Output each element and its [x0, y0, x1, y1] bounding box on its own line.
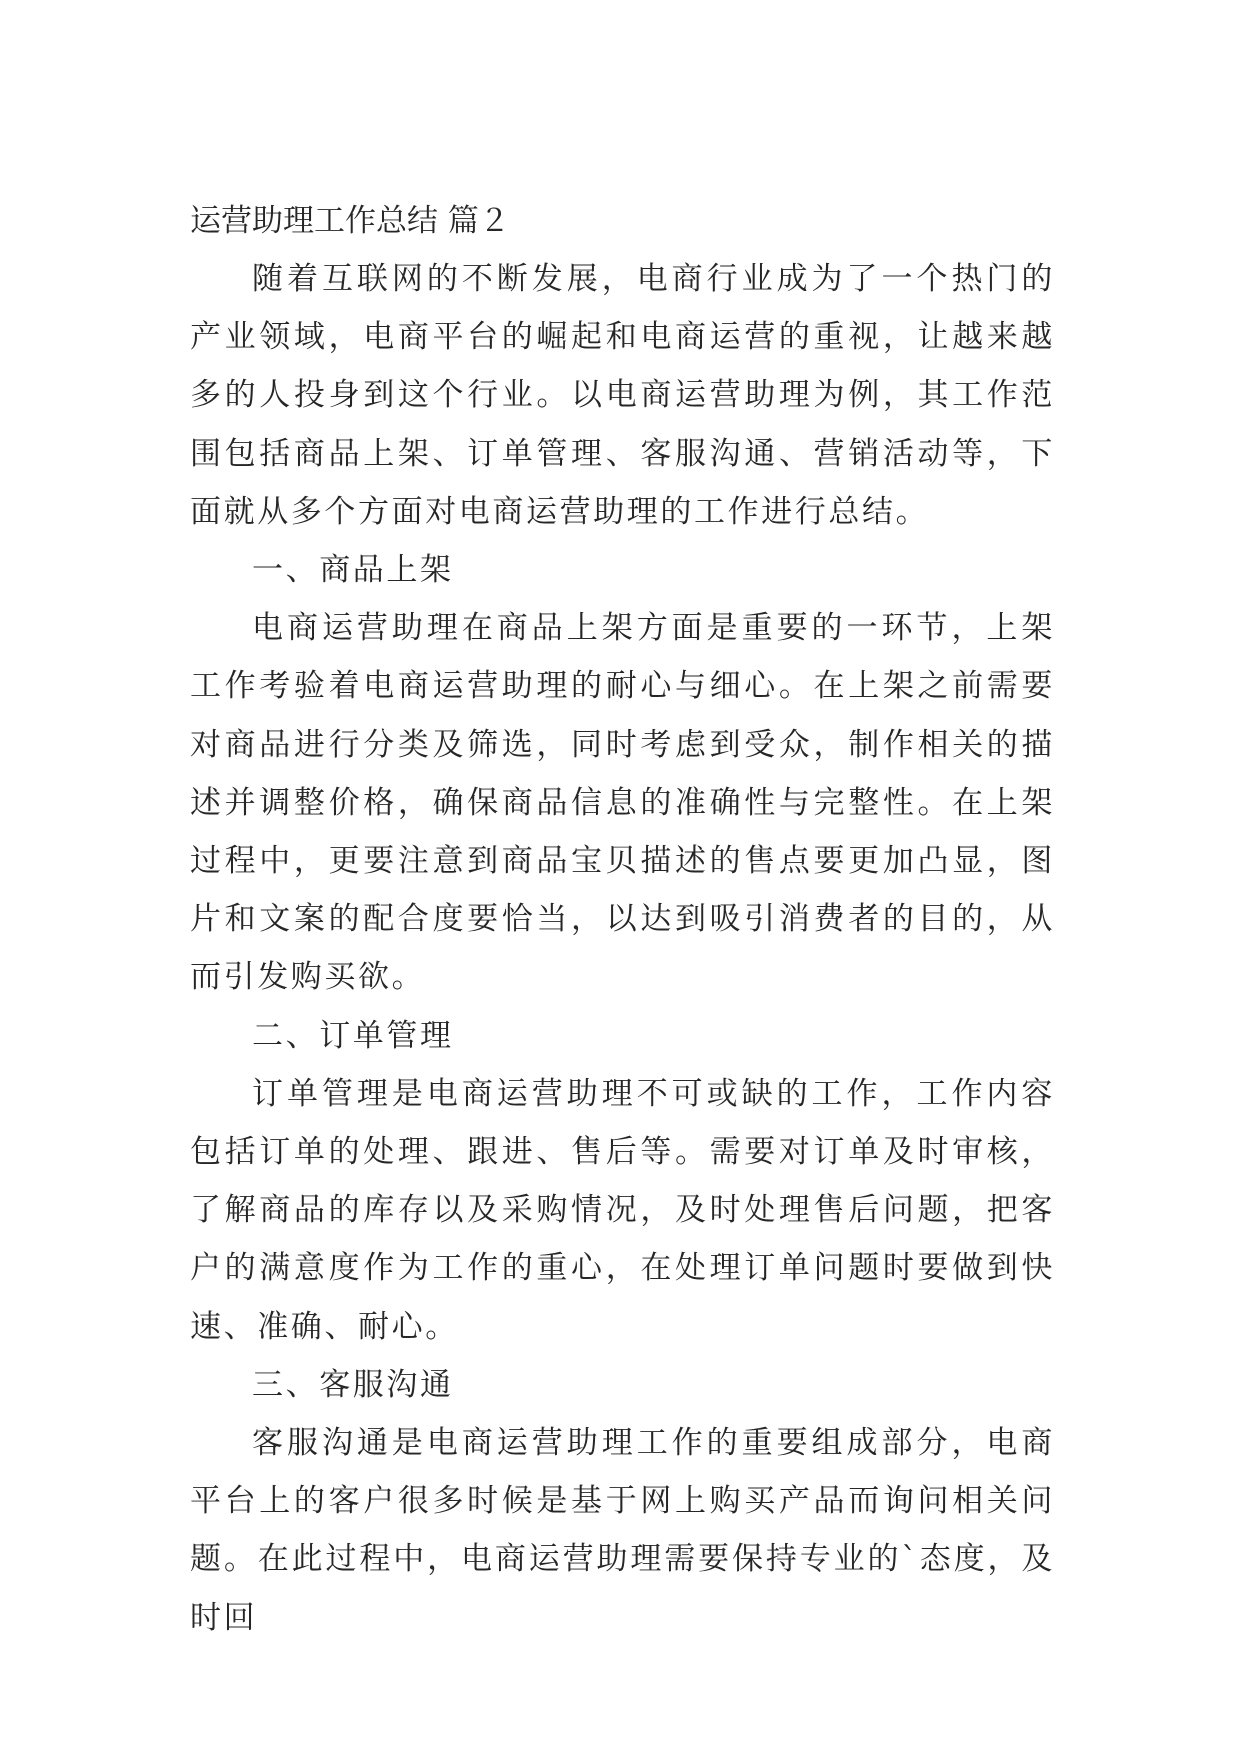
section-heading-product-listing: 一、商品上架: [252, 552, 454, 589]
document-body: [190, 192, 1055, 1647]
section-heading-customer-service: 三、客服沟通: [252, 1366, 454, 1403]
section-heading-order-management: 二、订单管理: [252, 1017, 454, 1054]
document-title: 运营助理工作总结 篇２: [190, 203, 510, 239]
section-body-product-listing: 电商运营助理在商品上架方面是重要的一环节，上架工作考验着电商运营助理的耐心与细心。在上架之前需要对商品进行分类及筛选，同时考虑到受众，制作相关的描述并调整价格，确保商品信息的准确性与完整性。在上架过程中，更要注意到商品宝贝描述的售点要更加凸显，图片和文案的配合度要恰当，以达到吸引消费者的目的，从而引发购买欲。: [190, 610, 1055, 996]
section-body-order-management: 订单管理是电商运营助理不可或缺的工作，工作内容包括订单的处理、跟进、售后等。需要对订单及时审核，了解商品的库存以及采购情况，及时处理售后问题，把客户的满意度作为工作的重心，在处理订单问题时要做到快速、准确、耐心。: [190, 1075, 1055, 1345]
section-body-customer-service: 客服沟通是电商运营助理工作的重要组成部分，电商平台上的客户很多时候是基于网上购买产品而询问相关问题。在此过程中，电商运营助理需要保持专业的`态度，及时回: [190, 1425, 1055, 1636]
intro-paragraph: 随着互联网的不断发展，电商行业成为了一个热门的产业领域，电商平台的崛起和电商运营的重视，让越来越多的人投身到这个行业。以电商运营助理为例，其工作范围包括商品上架、订单管理、客服沟通、营销活动等，下面就从多个方面对电商运营助理的工作进行总结。: [190, 261, 1055, 530]
